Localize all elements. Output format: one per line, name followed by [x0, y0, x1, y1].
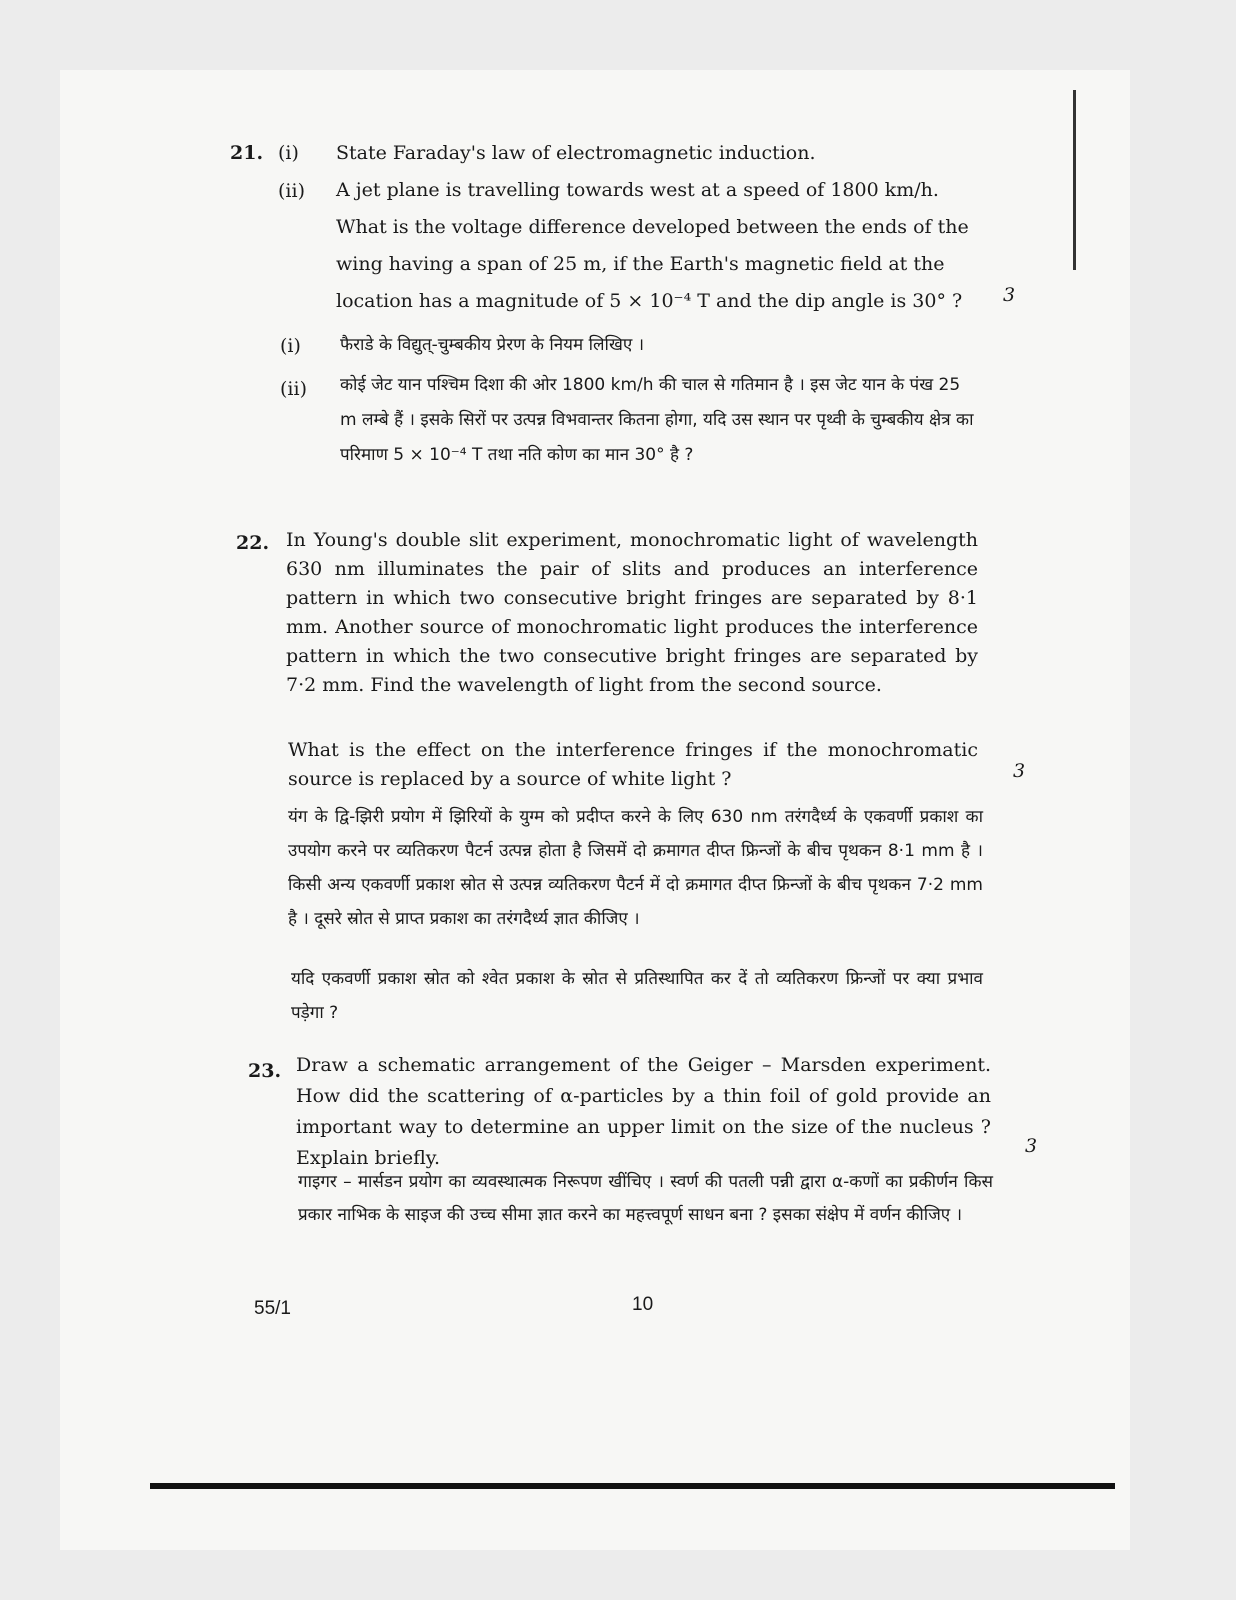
question-text: What is the effect on the interference fringes if the monochromatic source is replaced by a source of white light ?: [288, 739, 978, 790]
bottom-rule: [150, 1483, 1115, 1489]
scan-edge-mark: [1073, 90, 1076, 270]
question-number: 21.: [230, 142, 264, 164]
question-text: In Young's double slit experiment, monochromatic light of wavelength 630 nm illuminates the pair of slits and produces an interference pattern in which two consecutive bright fringes are separated by 8·1 mm. Another source of monochromatic light produces the interference pattern in which the two consecutive bright fringes are separated by 7·2 mm. Find the wavelength of light from the second source.: [286, 529, 978, 696]
question-number: 22.: [236, 532, 270, 554]
marks: 3: [1025, 1135, 1038, 1157]
question-text-hindi: यदि एकवर्णी प्रकाश स्रोत को श्वेत प्रकाश के स्रोत से प्रतिस्थापित कर दें तो व्यतिकरण फ्रिन्जों पर क्या प्रभाव पड़ेगा ?: [291, 969, 983, 1023]
question-text-hindi: गाइगर – मार्सडन प्रयोग का व्यवस्थात्मक निरूपण खींचिए । स्वर्ण की पतली पन्नी द्वारा α-कणों का प्रकीर्णन किस प्रकार नाभिक के साइज की उच्च सीमा ज्ञात करने का महत्त्वपूर्ण साधन बना ? इसका संक्षेप में वर्णन कीजिए ।: [298, 1172, 993, 1225]
part-label: (ii): [278, 180, 305, 202]
question-text: State Faraday's law of electromagnetic induction.: [336, 142, 816, 164]
part-label: (i): [280, 335, 301, 357]
question-text-hindi: यंग के द्वि-झिरी प्रयोग में झिरियों के युग्म को प्रदीप्त करने के लिए 630 nm तरंगदैर्ध्य के एकवर्णी प्रकाश का उपयोग करने पर व्यतिकरण पैटर्न उत्पन्न होता है जिसमें दो क्रमागत दीप्त फ्रिन्जों के बीच पृथकन 8·1 mm है । किसी अन्य एकवर्णी प्रकाश स्रोत से उत्पन्न व्यतिकरण पैटर्न में दो क्रमागत दीप्त फ्रिन्जों के बीच पृथकन 7·2 mm है । दूसरे स्रोत से प्राप्त प्रकाश का तरंगदैर्ध्य ज्ञात कीजिए ।: [288, 807, 983, 929]
question-text-hindi: कोई जेट यान पश्चिम दिशा की ओर 1800 km/h की चाल से गतिमान है । इस जेट यान के पंख 25 m लम्बे हैं । इसके सिरों पर उत्पन्न विभवान्तर कितना होगा, यदि उस स्थान पर पृथ्वी के चुम्बकीय क्षेत्र का परिमाण 5 × 10⁻⁴ T तथा नति कोण का मान 30° है ?: [340, 375, 974, 465]
question-text: Draw a schematic arrangement of the Geiger – Marsden experiment. How did the scattering of α-particles by a thin foil of gold provide an important way to determine an upper limit on the size of the nucleus ? Explain briefly.: [296, 1054, 991, 1169]
paper-code: 55/1: [254, 1298, 291, 1319]
marks: 3: [1013, 760, 1026, 782]
page-number: 10: [632, 1294, 654, 1315]
question-text-hindi: फैराडे के विद्युत्-चुम्बकीय प्रेरण के नियम लिखिए ।: [340, 335, 645, 355]
marks: 3: [1003, 284, 1016, 306]
part-label: (ii): [280, 378, 307, 400]
part-label: (i): [278, 142, 299, 164]
question-number: 23.: [248, 1060, 282, 1082]
question-text: A jet plane is travelling towards west at a speed of 1800 km/h. What is the voltage difference developed between the ends of the wing having a span of 25 m, if the Earth's magnetic field at the location has a magnitude of 5 × 10⁻⁴ T and the dip angle is 30° ?: [336, 179, 969, 312]
